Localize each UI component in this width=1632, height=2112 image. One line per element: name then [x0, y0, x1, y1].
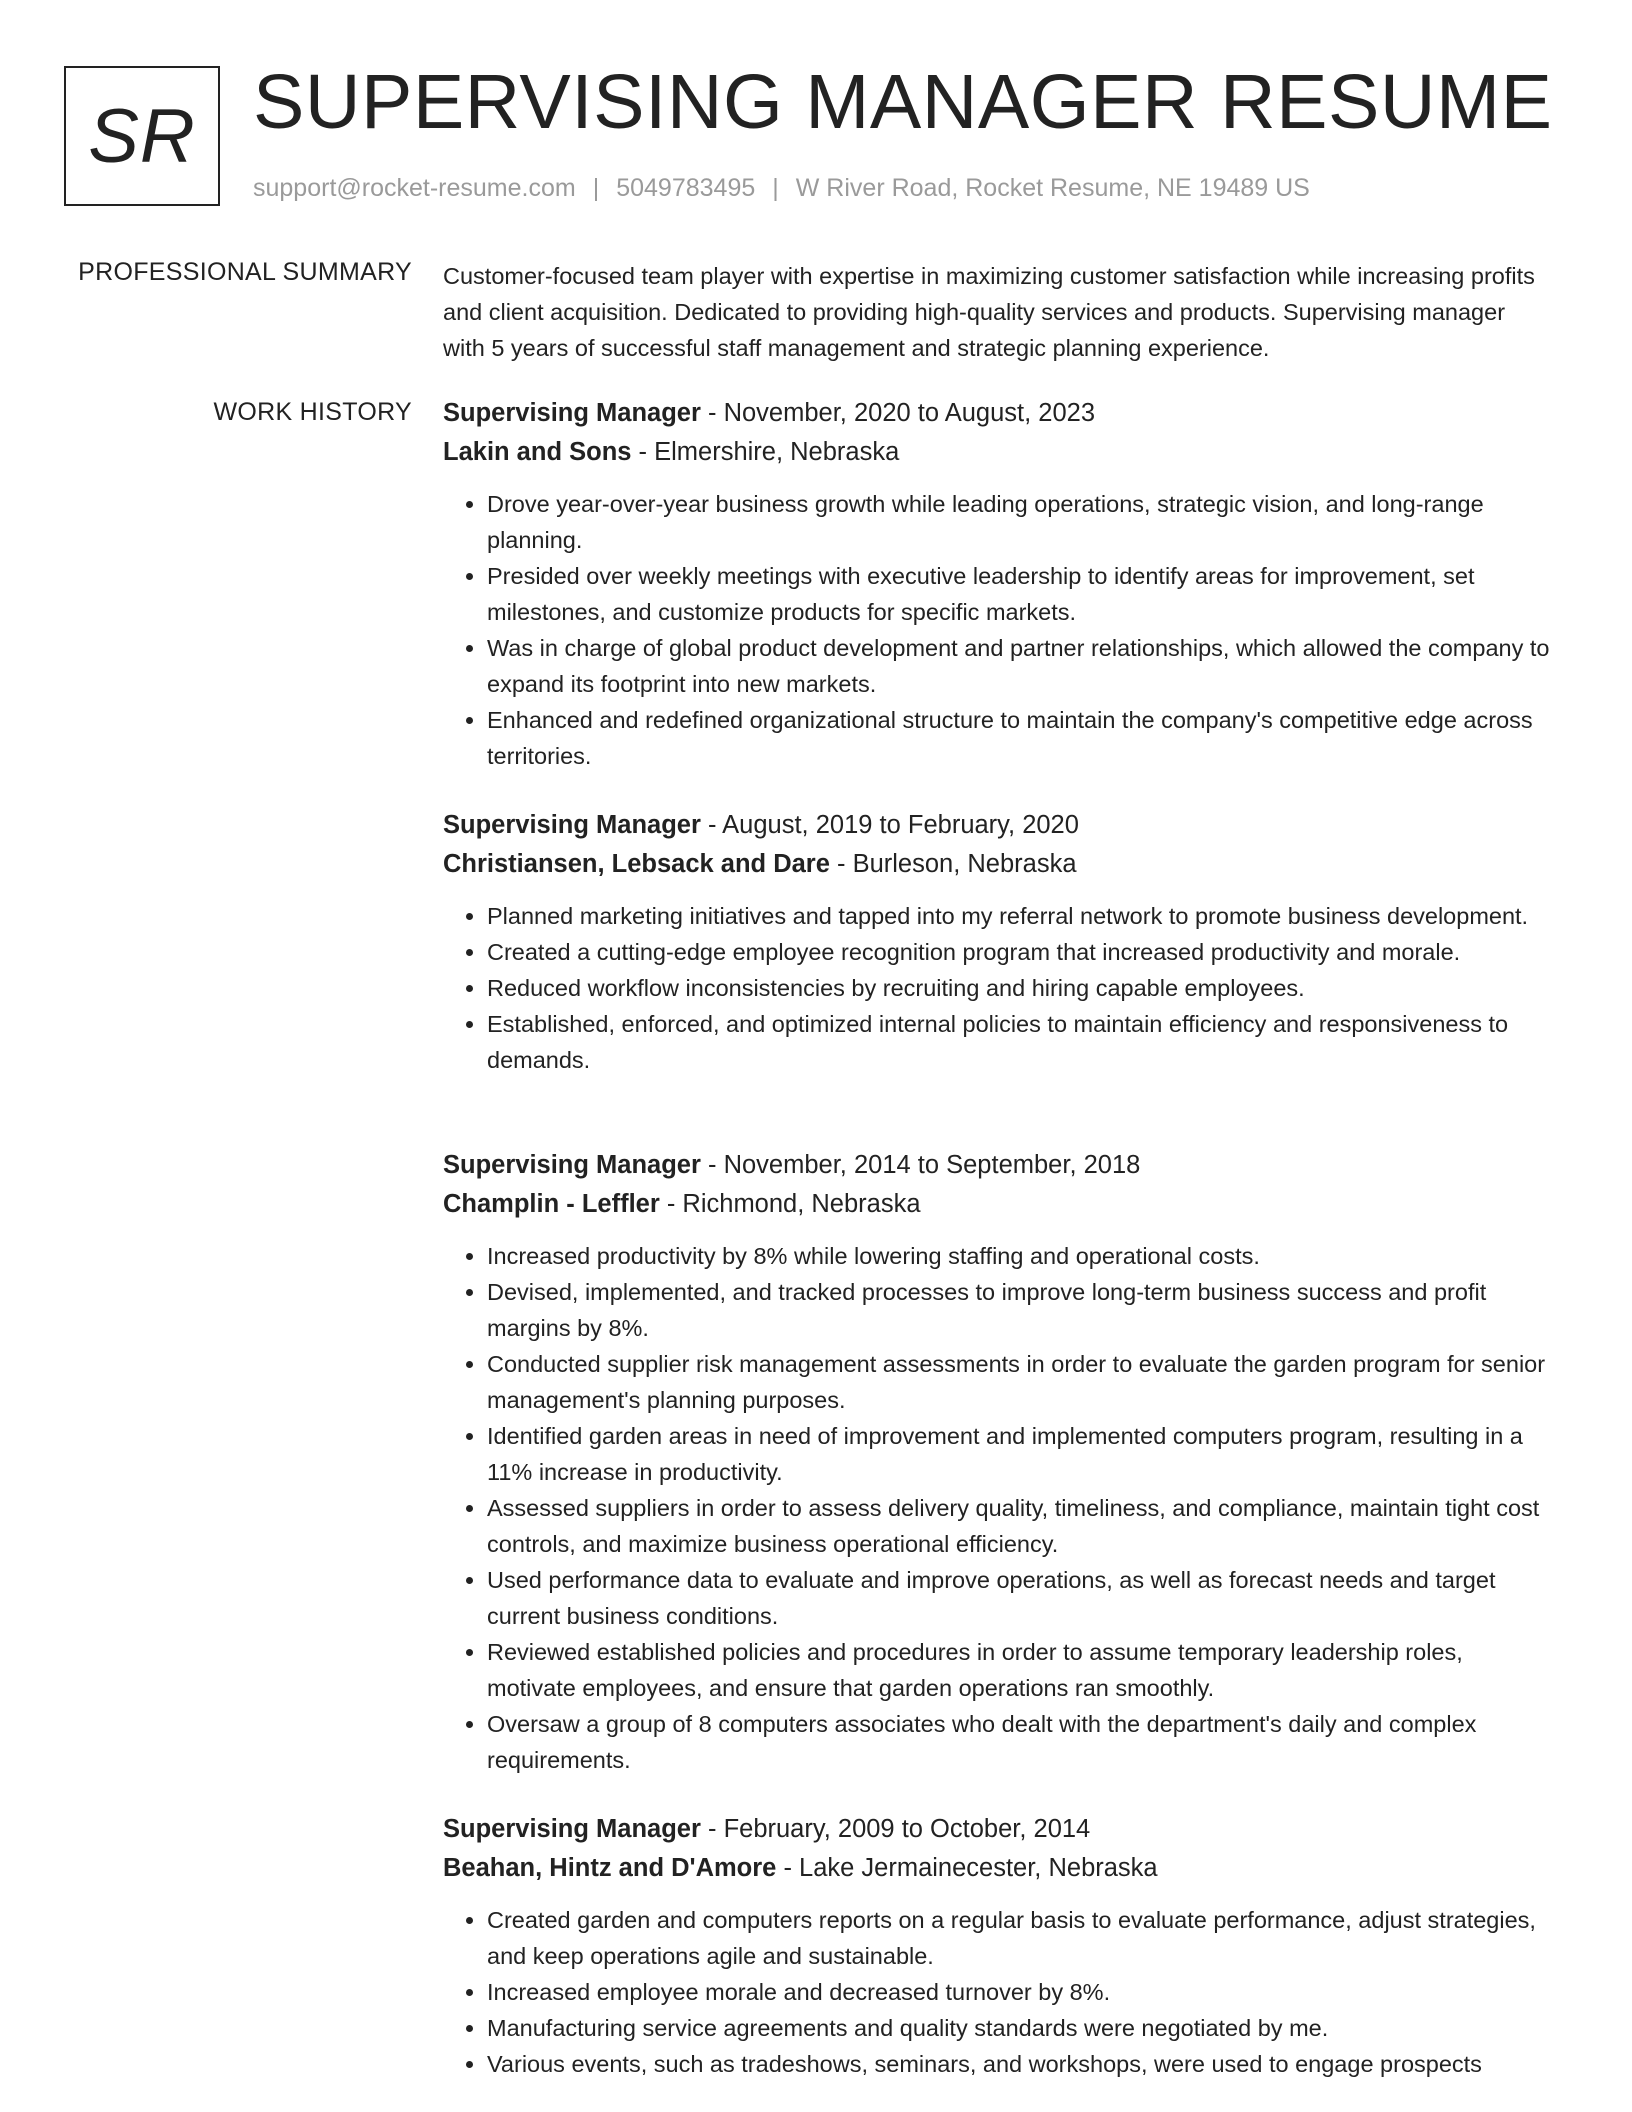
job-bullet: • Manufacturing service agreements and quality standards were negotiated by me.: [487, 2010, 1553, 2046]
contact-phone: 5049783495: [616, 174, 756, 202]
contact-separator: |: [592, 174, 600, 202]
job-location: - Richmond, Nebraska: [659, 1190, 921, 1218]
job-bullet: • Planned marketing initiatives and tapped into my referral network to promote business development.: [487, 898, 1553, 934]
job-bullet: • Increased employee morale and decreased turnover by 8%.: [487, 1974, 1553, 2010]
job-title-line: [443, 1146, 1553, 1185]
job-bullet-list: [443, 1238, 1553, 1778]
job-bullet: • Established, enforced, and optimized internal policies to maintain efficiency and responsiveness to demands.: [487, 1006, 1553, 1078]
monogram-initials: SR: [88, 93, 196, 179]
job-bullet: • Conducted supplier risk management assessments in order to evaluate the garden program for senior management's planning purposes.: [487, 1346, 1553, 1418]
job-company: Champlin - Leffler: [443, 1190, 660, 1218]
job-title: Supervising Manager: [443, 811, 701, 839]
job-entry: [443, 806, 1553, 1078]
job-dates: - November, 2014 to September, 2018: [700, 1151, 1141, 1179]
job-dates: - November, 2020 to August, 2023: [700, 399, 1095, 427]
summary-text: Customer-focused team player with expertise in maximizing customer satisfaction while increasing profits and client acquisition. Dedicated to providing high-quality services and products. Supervising manager with 5 years of successful staff management and strategic planning experience.: [443, 263, 1535, 361]
job-bullet-list: [443, 486, 1553, 774]
job-bullet-list: [443, 1902, 1553, 2082]
job-entry: [443, 1146, 1553, 1778]
job-bullet: • Devised, implemented, and tracked processes to improve long-term business success and profit margins by 8%.: [487, 1274, 1553, 1346]
job-bullet: • Reviewed established policies and procedures in order to assume temporary leadership roles, motivate employees, and ensure that garden operations ran smoothly.: [487, 1634, 1553, 1706]
monogram-box: [64, 66, 220, 206]
job-entry: [443, 1810, 1553, 2082]
contact-email: support@rocket-resume.com: [253, 174, 576, 202]
job-title: Supervising Manager: [443, 1815, 701, 1843]
job-bullet: • Created a cutting-edge employee recognition program that increased productivity and morale.: [487, 934, 1553, 970]
job-bullet-list: [443, 898, 1553, 1078]
job-location: - Lake Jermainecester, Nebraska: [776, 1854, 1158, 1882]
job-title-line: [443, 806, 1553, 845]
job-bullet: • Identified garden areas in need of improvement and implemented computers program, resulting in a 11% increase in productivity.: [487, 1418, 1553, 1490]
job-location: - Burleson, Nebraska: [829, 850, 1077, 878]
job-title-line: [443, 394, 1553, 433]
job-dates: - August, 2019 to February, 2020: [700, 811, 1079, 839]
job-bullet: • Presided over weekly meetings with executive leadership to identify areas for improvement, set milestones, and customize products for specific markets.: [487, 558, 1553, 630]
job-company-line: [443, 845, 1553, 884]
job-bullet: • Increased productivity by 8% while lowering staffing and operational costs.: [487, 1238, 1553, 1274]
contact-separator: |: [772, 174, 779, 202]
job-entry: [443, 394, 1553, 774]
job-company-line: [443, 1849, 1553, 1888]
job-bullet: • Was in charge of global product development and partner relationships, which allowed the company to expand its footprint into new markets.: [487, 630, 1553, 702]
summary-section-label: PROFESSIONAL SUMMARY: [78, 258, 412, 286]
job-title: Supervising Manager: [443, 1151, 701, 1179]
job-bullet: • Drove year-over-year business growth while leading operations, strategic vision, and long-range planning.: [487, 486, 1553, 558]
job-bullet: • Used performance data to evaluate and improve operations, as well as forecast needs and target current business conditions.: [487, 1562, 1553, 1634]
job-location: - Elmershire, Nebraska: [631, 438, 900, 466]
job-title: Supervising Manager: [443, 399, 701, 427]
job-bullet: • Created garden and computers reports on a regular basis to evaluate performance, adjust strategies, and keep operations agile and sustainable.: [487, 1902, 1553, 1974]
work-history-section-label: WORK HISTORY: [213, 398, 412, 426]
contact-address: W River Road, Rocket Resume, NE 19489 US: [795, 174, 1310, 202]
job-company: Lakin and Sons: [443, 438, 632, 466]
job-company: Beahan, Hintz and D'Amore: [443, 1854, 777, 1882]
job-bullet: • Assessed suppliers in order to assess delivery quality, timeliness, and compliance, maintain tight cost controls, and maximize business operational efficiency.: [487, 1490, 1553, 1562]
job-bullet: • Reduced workflow inconsistencies by recruiting and hiring capable employees.: [487, 970, 1553, 1006]
job-company: Christiansen, Lebsack and Dare: [443, 850, 830, 878]
job-bullet: • Various events, such as tradeshows, seminars, and workshops, were used to engage prospects: [487, 2046, 1553, 2082]
job-title-line: [443, 1810, 1553, 1849]
job-company-line: [443, 1185, 1553, 1224]
job-bullet: • Oversaw a group of 8 computers associates who dealt with the department's daily and complex requirements.: [487, 1706, 1553, 1778]
job-dates: - February, 2009 to October, 2014: [700, 1815, 1091, 1843]
job-bullet: • Enhanced and redefined organizational structure to maintain the company's competitive edge across territories.: [487, 702, 1553, 774]
contact-line: [253, 174, 1310, 203]
page-title: SUPERVISING MANAGER RESUME: [253, 59, 1553, 145]
job-company-line: [443, 433, 1553, 472]
